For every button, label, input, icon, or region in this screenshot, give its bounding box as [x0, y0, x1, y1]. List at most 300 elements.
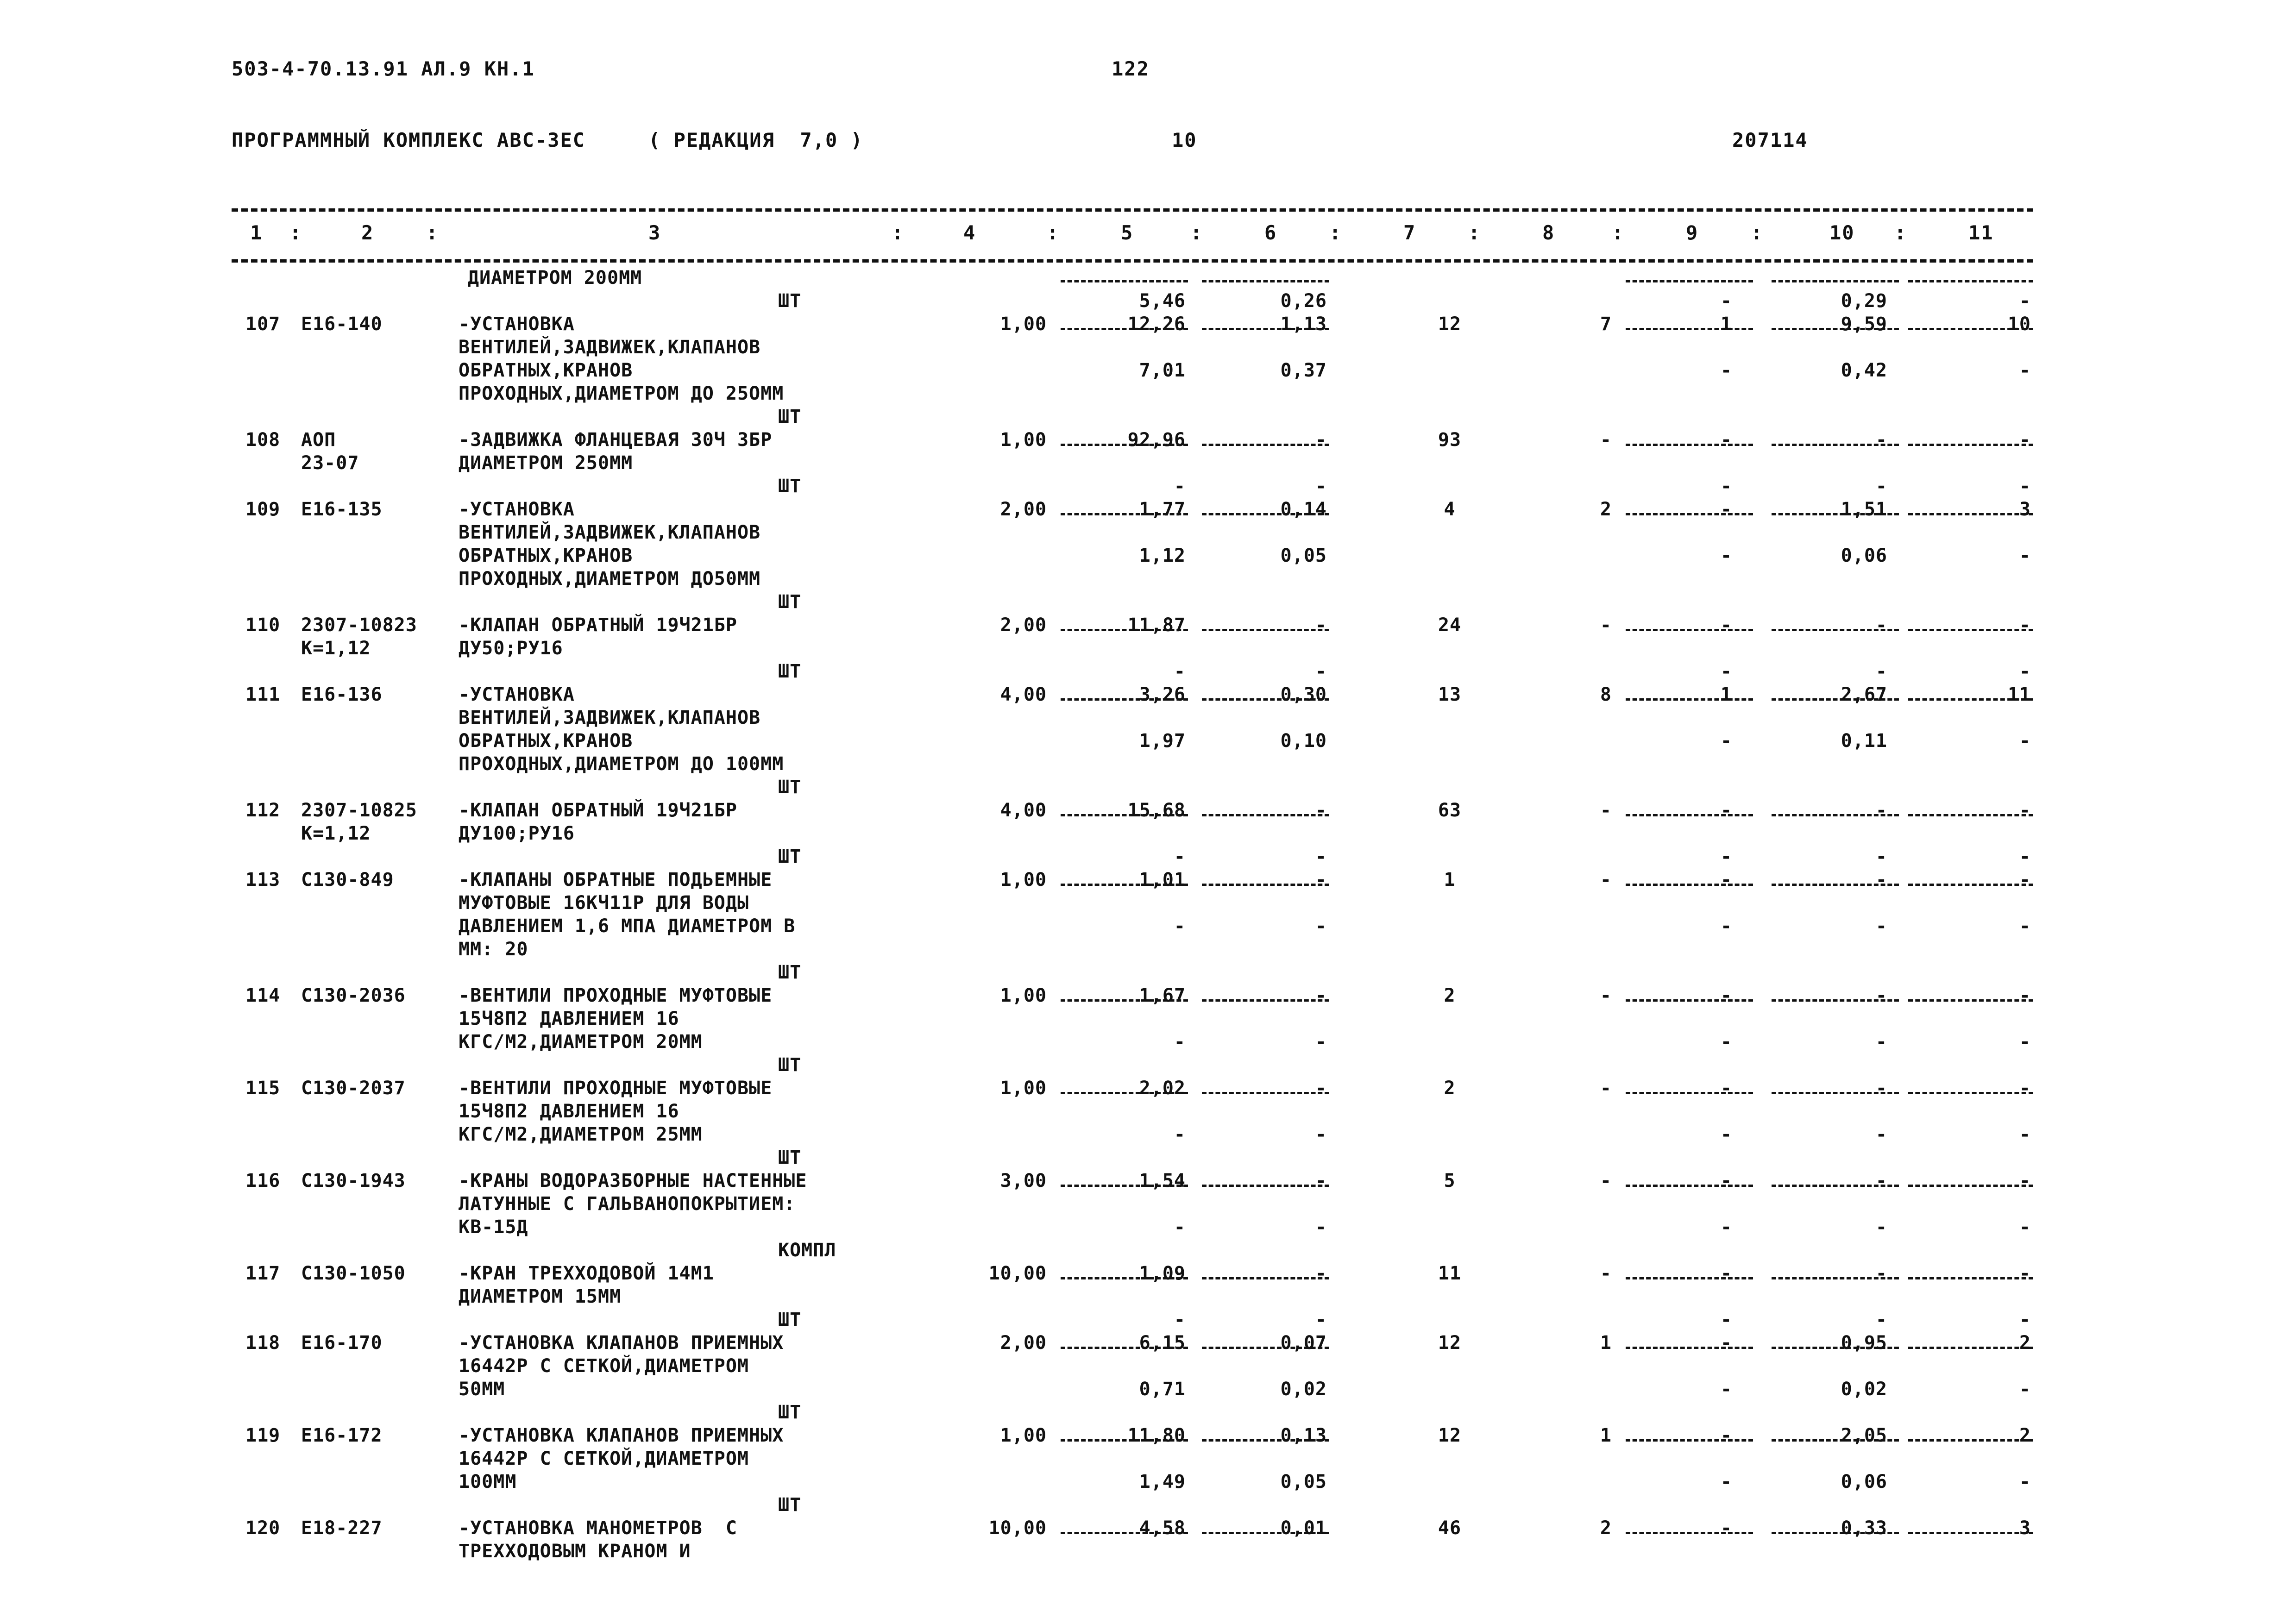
dashed-subtotal-line: [1772, 629, 1899, 631]
value-cell: -: [1720, 1124, 1732, 1145]
value-cell: -: [2019, 1031, 2031, 1053]
dashed-subtotal-line: [1061, 280, 1188, 282]
value-cell: -: [1315, 1124, 1327, 1145]
column-7-value: 2: [1444, 985, 1456, 1006]
column-8-value: 1: [1600, 1332, 1612, 1354]
value-cell: -: [1720, 985, 1732, 1006]
column-8-value: -: [1600, 1078, 1612, 1099]
value-cell: -: [1315, 1263, 1327, 1284]
description-line: МУФТОВЫЕ 16КЧ11Р ДЛЯ ВОДЫ: [459, 892, 749, 914]
column-header: 11: [1968, 221, 1994, 244]
dashed-subtotal-line: [1772, 1347, 1899, 1349]
column-8-value: -: [1600, 1170, 1612, 1191]
column-header: 4: [963, 221, 976, 244]
value-cell: -: [2019, 985, 2031, 1006]
value-cell: 2: [2019, 1425, 2031, 1446]
description-line: КВ-15Д: [459, 1216, 528, 1238]
dashed-subtotal-line: [1202, 999, 1329, 1002]
column-separator: :: [1612, 221, 1625, 244]
description-line: -КЛАПАН ОБРАТНЫЙ 19Ч21БР: [459, 800, 737, 821]
value-cell: 1,67: [1139, 985, 1186, 1006]
value-cell: -: [2019, 1379, 2031, 1400]
value-cell: -: [1174, 846, 1186, 867]
value-cell: -: [1315, 1309, 1327, 1330]
position-code: С130-2036: [301, 985, 406, 1006]
value-cell: -: [2019, 476, 2031, 497]
dashed-subtotal-line: [1908, 698, 2033, 701]
column-8-value: -: [1600, 1263, 1612, 1284]
description-line: ДИАМЕТРОМ 200ММ: [468, 267, 642, 288]
column-7-value: 11: [1438, 1263, 1462, 1284]
value-cell: 0,02: [1280, 1379, 1327, 1400]
description-line: -УСТАНОВКА КЛАПАНОВ ПРИЕМНЫХ: [459, 1332, 784, 1354]
value-cell: -: [1720, 869, 1732, 890]
unit-label: ШТ: [778, 290, 802, 312]
value-cell: -: [1315, 846, 1327, 867]
value-cell: -: [2019, 429, 2031, 451]
dashed-subtotal-line: [1202, 1092, 1329, 1094]
quantity: 4,00: [1000, 684, 1047, 705]
value-cell: -: [1875, 614, 1887, 636]
column-7-value: 93: [1438, 429, 1462, 451]
column-8-value: -: [1600, 800, 1612, 821]
value-cell: -: [1875, 869, 1887, 890]
column-7-value: 1: [1444, 869, 1456, 890]
description-line: -ВЕНТИЛИ ПРОХОДНЫЕ МУФТОВЫЕ: [459, 1078, 773, 1099]
description-line: ДУ100;РУ16: [459, 823, 575, 844]
dashed-subtotal-line: [1772, 999, 1899, 1002]
column-header: 1: [250, 221, 263, 244]
value-cell: 3: [2019, 1517, 2031, 1539]
dashed-subtotal-line: [1626, 1277, 1753, 1279]
dashed-subtotal-line: [1908, 999, 2033, 1002]
value-cell: -: [1875, 1078, 1887, 1099]
column-8-value: 8: [1600, 684, 1612, 705]
column-7-value: 12: [1438, 314, 1462, 335]
value-cell: -: [1720, 1216, 1732, 1238]
value-cell: -: [2019, 1124, 2031, 1145]
unit-label: ШТ: [778, 1147, 802, 1168]
value-cell: 12,26: [1127, 314, 1186, 335]
row-number: 117: [245, 1263, 281, 1284]
value-cell: -: [1315, 429, 1327, 451]
dashed-subtotal-line: [1202, 444, 1329, 446]
value-cell: 10: [2007, 314, 2031, 335]
unit-label: КОМПЛ: [778, 1240, 836, 1261]
description-line: ДУ50;РУ16: [459, 638, 563, 659]
description-line: ПРОХОДНЫХ,ДИАМЕТРОМ ДО 25ОММ: [459, 383, 784, 404]
value-cell: -: [2019, 1170, 2031, 1191]
dashed-subtotal-line: [1202, 1277, 1329, 1279]
dashed-subtotal-line: [1061, 629, 1188, 631]
value-cell: -: [1315, 869, 1327, 890]
description-line: ТРЕХХОДОВЫМ КРАНОМ И: [459, 1541, 691, 1562]
row-number: 107: [245, 314, 281, 335]
program-title: ПРОГРАММНЫЙ КОМПЛЕКС АВС-3ЕС: [232, 129, 586, 151]
row-number: 114: [245, 985, 281, 1006]
column-7-value: 12: [1438, 1425, 1462, 1446]
value-cell: -: [1875, 985, 1887, 1006]
value-cell: -: [1720, 429, 1732, 451]
value-cell: 15,68: [1127, 800, 1186, 821]
description-line: -УСТАНОВКА МАНОМЕТРОВ С: [459, 1517, 737, 1539]
dashed-subtotal-line: [1626, 1092, 1753, 1094]
value-cell: -: [1315, 915, 1327, 937]
value-cell: 0,30: [1280, 684, 1327, 705]
row-number: 109: [245, 499, 281, 520]
description-line: -УСТАНОВКА: [459, 499, 575, 520]
dashed-subtotal-line: [1908, 884, 2033, 886]
value-cell: -: [1315, 1170, 1327, 1191]
value-cell: -: [2019, 1078, 2031, 1099]
value-cell: 5,46: [1139, 290, 1186, 312]
dashed-subtotal-line: [1772, 1439, 1899, 1442]
value-cell: 0,11: [1841, 730, 1887, 752]
value-cell: 7,01: [1139, 360, 1186, 381]
dashed-subtotal-line: [1772, 698, 1899, 701]
position-code: Е18-227: [301, 1517, 383, 1539]
value-cell: -: [1720, 290, 1732, 312]
column-header: 8: [1542, 221, 1555, 244]
value-cell: -: [1174, 476, 1186, 497]
value-cell: -: [2019, 290, 2031, 312]
description-line: -ЗАДВИЖКА ФЛАНЦЕВАЯ 30Ч 3БР: [459, 429, 773, 451]
dashed-subtotal-line: [1772, 1277, 1899, 1279]
value-cell: -: [1315, 614, 1327, 636]
dashed-subtotal-line: [1772, 1092, 1899, 1094]
column-8-value: 2: [1600, 1517, 1612, 1539]
value-cell: 1,97: [1139, 730, 1186, 752]
unit-label: ШТ: [778, 846, 802, 867]
value-cell: -: [1875, 1124, 1887, 1145]
table-top-rule: [232, 208, 2033, 212]
description-line: КГС/М2,ДИАМЕТРОМ 25ММ: [459, 1124, 703, 1145]
value-cell: -: [1720, 915, 1732, 937]
dashed-subtotal-line: [1626, 1439, 1753, 1442]
dashed-subtotal-line: [1908, 1347, 2033, 1349]
dashed-subtotal-line: [1626, 999, 1753, 1002]
value-cell: -: [2019, 661, 2031, 682]
value-cell: -: [1315, 1078, 1327, 1099]
value-cell: -: [2019, 869, 2031, 890]
column-7-value: 63: [1438, 800, 1462, 821]
unit-label: ШТ: [778, 661, 802, 682]
column-separator: :: [289, 221, 302, 244]
quantity: 1,00: [1000, 1078, 1047, 1099]
dashed-subtotal-line: [1626, 280, 1753, 282]
value-cell: -: [1720, 1309, 1732, 1330]
value-cell: 1,13: [1280, 314, 1327, 335]
dashed-subtotal-line: [1061, 1532, 1188, 1534]
value-cell: -: [1720, 476, 1732, 497]
value-cell: -: [1720, 800, 1732, 821]
column-7-value: 12: [1438, 1332, 1462, 1354]
value-cell: 0,14: [1280, 499, 1327, 520]
description-line: ПРОХОДНЫХ,ДИАМЕТРОМ ДО50ММ: [459, 568, 761, 589]
description-line: 16442Р С СЕТКОЙ,ДИАМЕТРОМ: [459, 1448, 749, 1469]
value-cell: -: [1875, 846, 1887, 867]
row-number: 110: [245, 614, 281, 636]
value-cell: 2: [2019, 1332, 2031, 1354]
value-cell: 6,15: [1139, 1332, 1186, 1354]
quantity: 1,00: [1000, 314, 1047, 335]
value-cell: -: [1174, 1031, 1186, 1053]
position-code: С130-1050: [301, 1263, 406, 1284]
dashed-subtotal-line: [1061, 814, 1188, 816]
value-cell: 1,01: [1139, 869, 1186, 890]
value-cell: 1,49: [1139, 1471, 1186, 1492]
dashed-subtotal-line: [1772, 884, 1899, 886]
column-7-value: 13: [1438, 684, 1462, 705]
value-cell: 2,02: [1139, 1078, 1186, 1099]
document-id: 207114: [1732, 129, 1808, 151]
value-cell: -: [2019, 846, 2031, 867]
column-7-value: 46: [1438, 1517, 1462, 1539]
value-cell: 11: [2007, 684, 2031, 705]
value-cell: -: [1720, 360, 1732, 381]
dashed-subtotal-line: [1202, 884, 1329, 886]
description-line: КГС/М2,ДИАМЕТРОМ 20ММ: [459, 1031, 703, 1053]
value-cell: 0,02: [1841, 1379, 1887, 1400]
dashed-subtotal-line: [1908, 1185, 2033, 1187]
column-8-value: 2: [1600, 499, 1612, 520]
value-cell: 92,96: [1127, 429, 1186, 451]
value-cell: -: [1875, 1170, 1887, 1191]
column-separator: :: [1894, 221, 1907, 244]
column-separator: :: [426, 221, 439, 244]
position-code: С130-1943: [301, 1170, 406, 1191]
description-line: -УСТАНОВКА: [459, 684, 575, 705]
dashed-subtotal-line: [1061, 1277, 1188, 1279]
dashed-subtotal-line: [1772, 513, 1899, 515]
value-cell: -: [1875, 1216, 1887, 1238]
column-8-value: 7: [1600, 314, 1612, 335]
dashed-subtotal-line: [1061, 1439, 1188, 1442]
value-cell: -: [1315, 800, 1327, 821]
value-cell: -: [1720, 1332, 1732, 1354]
value-cell: -: [1720, 846, 1732, 867]
description-line: -УСТАНОВКА: [459, 314, 575, 335]
sheet-number: 10: [1172, 129, 1197, 151]
dashed-subtotal-line: [1626, 444, 1753, 446]
description-line: ДИАМЕТРОМ 15ММ: [459, 1286, 622, 1307]
row-number: 112: [245, 800, 281, 821]
program-edition: ( РЕДАКЦИЯ 7,0 ): [648, 129, 863, 151]
row-number: 118: [245, 1332, 281, 1354]
value-cell: -: [1720, 730, 1732, 752]
value-cell: 11,87: [1127, 614, 1186, 636]
description-line: 15Ч8П2 ДАВЛЕНИЕМ 16: [459, 1101, 679, 1122]
description-line: -КЛАПАНЫ ОБРАТНЫЕ ПОДЬЕМНЫЕ: [459, 869, 773, 890]
value-cell: 1,12: [1139, 545, 1186, 566]
column-8-value: -: [1600, 429, 1612, 451]
value-cell: 1,77: [1139, 499, 1186, 520]
dashed-subtotal-line: [1061, 513, 1188, 515]
value-cell: -: [1720, 1170, 1732, 1191]
column-8-value: -: [1600, 985, 1612, 1006]
value-cell: 4,58: [1139, 1517, 1186, 1539]
unit-label: ШТ: [778, 476, 802, 497]
dashed-subtotal-line: [1202, 513, 1329, 515]
value-cell: -: [1875, 429, 1887, 451]
description-line: ММ: 20: [459, 939, 528, 960]
dashed-subtotal-line: [1626, 1185, 1753, 1187]
dashed-subtotal-line: [1772, 814, 1899, 816]
row-number: 119: [245, 1425, 281, 1446]
unit-label: ШТ: [778, 777, 802, 798]
column-7-value: 4: [1444, 499, 1456, 520]
column-separator: :: [892, 221, 905, 244]
dashed-subtotal-line: [1202, 698, 1329, 701]
document-code: 503-4-70.13.91 АЛ.9 КН.1: [232, 57, 535, 80]
column-8-value: -: [1600, 614, 1612, 636]
value-cell: 1,54: [1139, 1170, 1186, 1191]
value-cell: -: [1720, 545, 1732, 566]
value-cell: -: [1174, 915, 1186, 937]
dashed-subtotal-line: [1626, 328, 1753, 330]
value-cell: 0,26: [1280, 290, 1327, 312]
dashed-subtotal-line: [1202, 1347, 1329, 1349]
value-cell: -: [1720, 1379, 1732, 1400]
unit-label: ШТ: [778, 1494, 802, 1516]
value-cell: -: [1875, 1031, 1887, 1053]
position-code: К=1,12: [301, 823, 371, 844]
dashed-subtotal-line: [1061, 1185, 1188, 1187]
column-separator: :: [1190, 221, 1203, 244]
value-cell: -: [1720, 1263, 1732, 1284]
description-line: ДАВЛЕНИЕМ 1,6 МПА ДИАМЕТРОМ В: [459, 915, 796, 937]
position-code: Е16-140: [301, 314, 383, 335]
dashed-subtotal-line: [1908, 280, 2033, 282]
position-code: Е16-170: [301, 1332, 383, 1354]
dashed-subtotal-line: [1202, 1532, 1329, 1534]
value-cell: -: [2019, 545, 2031, 566]
value-cell: 1: [1720, 684, 1732, 705]
row-number: 116: [245, 1170, 281, 1191]
description-line: 16442Р С СЕТКОЙ,ДИАМЕТРОМ: [459, 1355, 749, 1377]
description-line: -КЛАПАН ОБРАТНЫЙ 19Ч21БР: [459, 614, 737, 636]
description-line: 50ММ: [459, 1379, 505, 1400]
value-cell: -: [1720, 1517, 1732, 1539]
dashed-subtotal-line: [1202, 814, 1329, 816]
column-8-value: -: [1600, 869, 1612, 890]
description-line: ВЕНТИЛЕЙ,ЗАДВИЖЕК,КЛАПАНОВ: [459, 707, 761, 728]
column-separator: :: [1047, 221, 1060, 244]
position-code: Е16-136: [301, 684, 383, 705]
quantity: 2,00: [1000, 614, 1047, 636]
value-cell: -: [1875, 661, 1887, 682]
column-header: 10: [1829, 221, 1855, 244]
quantity: 4,00: [1000, 800, 1047, 821]
description-line: ОБРАТНЫХ,КРАНОВ: [459, 730, 633, 752]
value-cell: 0,37: [1280, 360, 1327, 381]
column-separator: :: [1751, 221, 1764, 244]
row-number: 115: [245, 1078, 281, 1099]
value-cell: -: [1875, 915, 1887, 937]
value-cell: -: [1315, 1216, 1327, 1238]
column-header: 9: [1686, 221, 1699, 244]
value-cell: 11,80: [1127, 1425, 1186, 1446]
unit-label: ШТ: [778, 591, 802, 613]
table-header-rule: [232, 259, 2033, 263]
value-cell: 0,29: [1841, 290, 1887, 312]
value-cell: 0,33: [1841, 1517, 1887, 1539]
value-cell: -: [1875, 476, 1887, 497]
value-cell: 0,05: [1280, 545, 1327, 566]
dashed-subtotal-line: [1061, 698, 1188, 701]
position-code: АОП: [301, 429, 336, 451]
value-cell: 0,71: [1139, 1379, 1186, 1400]
quantity: 1,00: [1000, 1425, 1047, 1446]
dashed-subtotal-line: [1772, 1532, 1899, 1534]
column-header: 7: [1403, 221, 1416, 244]
position-code: С130-849: [301, 869, 394, 890]
quantity: 10,00: [988, 1517, 1047, 1539]
value-cell: -: [1174, 1124, 1186, 1145]
column-7-value: 5: [1444, 1170, 1456, 1191]
dashed-subtotal-line: [1626, 1347, 1753, 1349]
value-cell: -: [2019, 1216, 2031, 1238]
value-cell: 3: [2019, 499, 2031, 520]
value-cell: -: [1720, 661, 1732, 682]
description-line: ОБРАТНЫХ,КРАНОВ: [459, 545, 633, 566]
dashed-subtotal-line: [1908, 513, 2033, 515]
value-cell: -: [2019, 1309, 2031, 1330]
value-cell: -: [1174, 1309, 1186, 1330]
unit-label: ШТ: [778, 1309, 802, 1330]
value-cell: 0,05: [1280, 1471, 1327, 1492]
dashed-subtotal-line: [1908, 814, 2033, 816]
unit-label: ШТ: [778, 406, 802, 427]
value-cell: -: [1315, 476, 1327, 497]
value-cell: 1,09: [1139, 1263, 1186, 1284]
value-cell: 0,06: [1841, 545, 1887, 566]
value-cell: -: [2019, 1263, 2031, 1284]
value-cell: -: [2019, 360, 2031, 381]
dashed-subtotal-line: [1626, 629, 1753, 631]
dashed-subtotal-line: [1061, 444, 1188, 446]
description-line: -КРАНЫ ВОДОРАЗБОРНЫЕ НАСТЕННЫЕ: [459, 1170, 807, 1191]
description-line: -УСТАНОВКА КЛАПАНОВ ПРИЕМНЫХ: [459, 1425, 784, 1446]
quantity: 1,00: [1000, 869, 1047, 890]
value-cell: -: [1720, 1425, 1732, 1446]
quantity: 1,00: [1000, 429, 1047, 451]
column-7-value: 24: [1438, 614, 1462, 636]
quantity: 3,00: [1000, 1170, 1047, 1191]
value-cell: -: [1875, 800, 1887, 821]
quantity: 1,00: [1000, 985, 1047, 1006]
value-cell: -: [1315, 661, 1327, 682]
dashed-subtotal-line: [1908, 1532, 2033, 1534]
value-cell: -: [1875, 1309, 1887, 1330]
description-line: ВЕНТИЛЕЙ,ЗАДВИЖЕК,КЛАПАНОВ: [459, 522, 761, 543]
unit-label: ШТ: [778, 962, 802, 983]
dashed-subtotal-line: [1202, 328, 1329, 330]
position-code: Е16-172: [301, 1425, 383, 1446]
value-cell: 2,67: [1841, 684, 1887, 705]
value-cell: 0,10: [1280, 730, 1327, 752]
dashed-subtotal-line: [1908, 1439, 2033, 1442]
quantity: 2,00: [1000, 1332, 1047, 1354]
unit-label: ШТ: [778, 1402, 802, 1423]
dashed-subtotal-line: [1626, 513, 1753, 515]
row-number: 120: [245, 1517, 281, 1539]
value-cell: 2,05: [1841, 1425, 1887, 1446]
row-number: 113: [245, 869, 281, 890]
description-line: ВЕНТИЛЕЙ,ЗАДВИЖЕК,КЛАПАНОВ: [459, 337, 761, 358]
page-number: 122: [1112, 57, 1150, 80]
value-cell: -: [2019, 614, 2031, 636]
